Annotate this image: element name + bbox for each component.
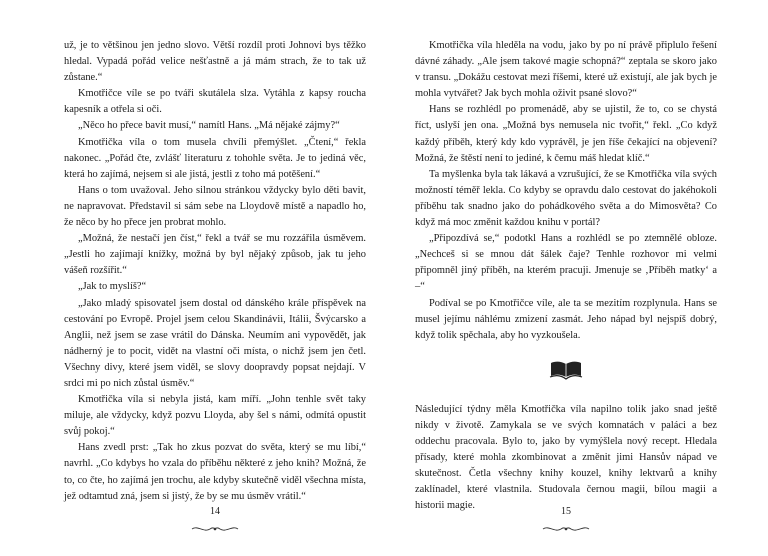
right-page-text: [415, 38, 717, 514]
paragraph: „Možná, že nestačí jen číst,“ řekl a tvář se mu rozzářila úsměvem. „Jestli ho zajímají knížky, možná by byl nějaký způsob, jak tu jeho vášeň rozšířit.“: [64, 233, 366, 277]
open-book-icon: [415, 359, 717, 385]
paragraph: Podíval se po Kmotřičce víle, ale ta se mezitím rozplynula. Hans se musel jejímu náhlému zmizení zasmát. Jeho nápad byl nejspíš dobrý, když tolik spěchala, aby ho vyzkoušela.: [415, 297, 717, 341]
paragraph: Následující týdny měla Kmotřička víla napilno tolik jako snad ještě nikdy v životě. Zamykala se ve svých komnatách v paláci a bez oddechu pracovala. Bylo to, jako by vymýšlela nový recept. Hledala přísady, které mohla zkombinovat a změnit jimi Hansův nápad ve skutečnost. Četla všechny knihy kouzel, knihy lektvarů a knihy zaklínadel, které vlastnila. Studovala černou magii, bílou magii a historii magie.: [415, 403, 717, 512]
paragraph: Kmotřička víla hleděla na vodu, jako by po ní právě připlulo řešení dávné záhady. „Ale jsem takové magie schopná?“ zeptala se skoro jako v transu. „Dokážu cestovat mezi říšemi, které už existují, ale jak bych je mohla vytvářet? Jak bych mohla oživit psané slovo?“: [415, 40, 717, 100]
paragraph: Kmotřička víla si nebyla jistá, kam míří. „John tenhle svět taky miluje, ale vždycky, když pozvu Lloyda, aby šel s námi, odmítá opustit svůj pokoj.“: [64, 394, 366, 438]
page-number: 15: [561, 506, 571, 517]
paragraph: Hans se rozhlédl po promenádě, aby se ujistil, že to, co se chystá říct, uslyší jen ona. „Možná bys nemusela nic tvořit,“ řekl. „Co když každý příběh, který kdy kdo vyprávěl, je jen říše čekající na objevení? Možná, že štěstí není to jediné, k čemu máš hledat klíč.“: [415, 104, 717, 164]
flourish-icon: [415, 525, 717, 533]
paragraph: Kmotřička víla o tom musela chvíli přemýšlet. „Čtení,“ řekla nakonec. „Pořád čte, zvlášť literaturu z tohohle světa. Je to jediná věc, která ho zajímá, nejsem si ale jistá, jestli z toho má potěšení.“: [64, 136, 366, 180]
paragraph: Hans o tom uvažoval. Jeho silnou stránkou vždycky bylo děti bavit, ne napravovat. Představil si sám sebe na Lloydově místě a napadlo ho, že něco by ho přece jen probrat mohlo.: [64, 184, 366, 229]
paragraph: už, je to většinou jen jedno slovo. Větší rozdíl proti Johnovi bys těžko hledal. Vypadá pořád velice nešťastně a já mám strach, že to tak už zůstane.“: [64, 40, 366, 84]
paragraph: Kmotřičce víle se po tváři skutálela slza. Vytáhla z kapsy roucha kapesník a otřela si oči.: [64, 88, 366, 116]
right-page: [415, 38, 717, 538]
paragraph: Ta myšlenka byla tak lákavá a vzrušující, že se Kmotřička víla svých možností téměř lekla. Co kdyby se opravdu dalo cestovat do jakéhokoli příběhu tak snadno jako do pohádkového světa a do Mimosvěta? Co když má moc změnit každou knihu v portál?: [415, 168, 717, 229]
left-page-text: [64, 38, 366, 505]
left-page: [64, 38, 366, 538]
page-number: 14: [210, 506, 220, 517]
flourish-icon: [64, 525, 366, 533]
paragraph: Hans zvedl prst: „Tak ho zkus pozvat do světa, který se mu líbí,“ navrhl. „Co kdybys ho vzala do příběhu některé z jeho knih? Možná, že to, co čte, ho zajímá jen trochu, ale kdyby skutečně viděl všechna místa, jež odtamtud zná, jsem si jistý, že by se mu úsměv vrátil.“: [64, 442, 366, 502]
paragraph: „Připozdívá se,“ podotkl Hans a rozhlédl se po ztemnělé obloze. „Nechceš si se mnou dát šálek čaje? Tenhle rozhovor mi velmi připomněl jiný příběh, na kterém pracuji. Jmenuje se ‚Příběh matky‘ a –“: [415, 233, 717, 293]
paragraph: „Něco ho přece bavit musí,“ namítl Hans. „Má nějaké zájmy?“: [78, 120, 340, 132]
paragraph: „Jak to myslíš?“: [78, 281, 147, 293]
paragraph: „Jako mladý spisovatel jsem dostal od dánského krále příspěvek na cestování po Evropě. Projel jsem celou Skandinávii, Itálii, Švýcarsko a Anglii, než jsem se zase vrátil do Dánska. Neumím ani vypovědět, jak nádherný je to pocit, vidět na vlastní oči místa, o nichž jsem jen četl. Všechny divy, které jsem viděl, se slovy doopravdy popsat nejdají. V srdci mi po nich zůstal úsměv.“: [64, 297, 366, 389]
